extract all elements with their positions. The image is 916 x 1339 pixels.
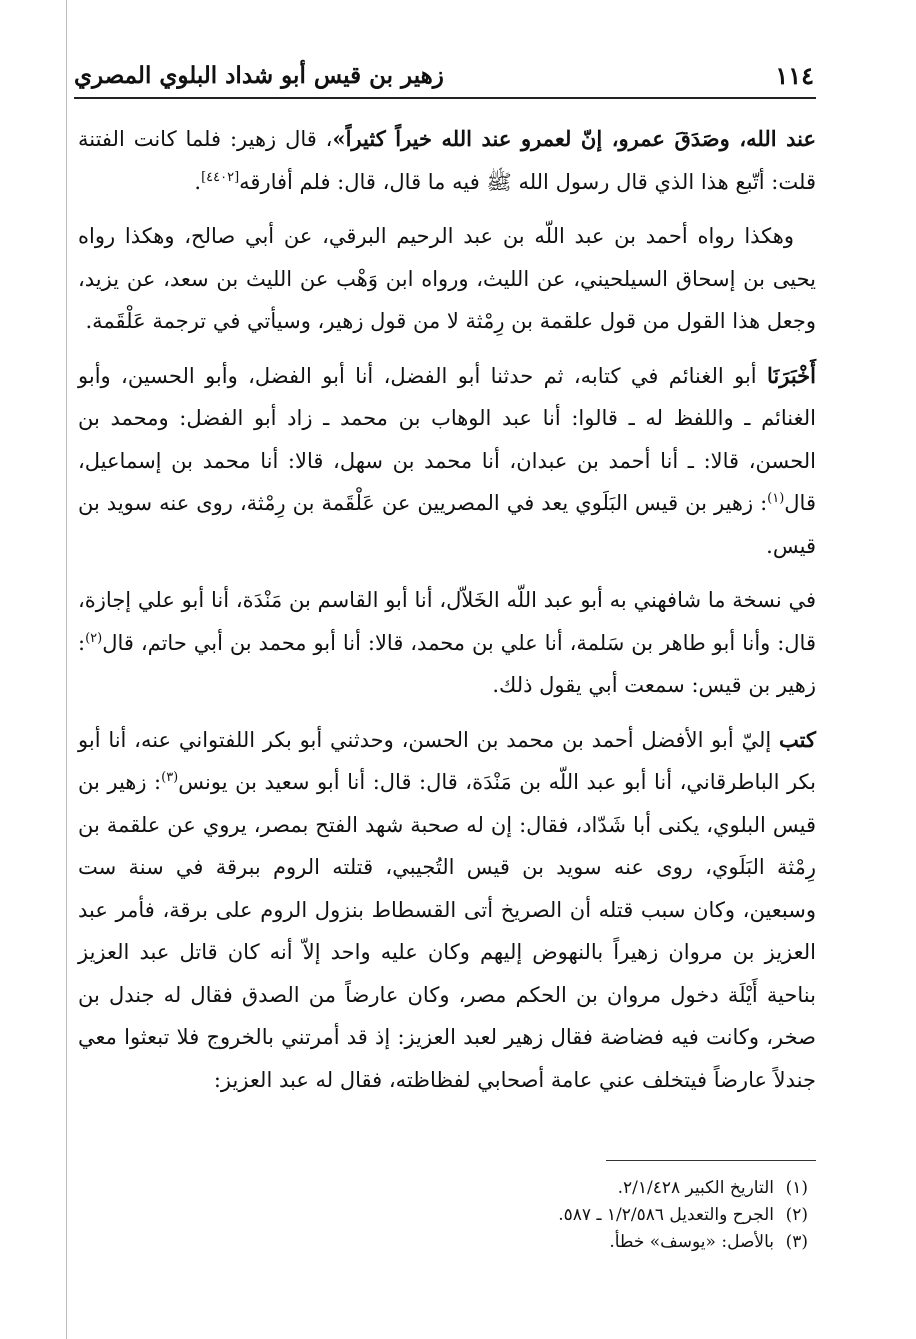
footnote-1 xyxy=(78,1175,814,1202)
main-text xyxy=(78,118,816,1113)
paragraph-lead: عند الله، وصَدَقَ عمرو، إنّ لعمرو عند الله خيراً كثيراً» xyxy=(332,126,816,151)
footnote-number: (٢) xyxy=(785,1205,808,1225)
paragraph-3 xyxy=(78,355,816,568)
footnote-text: التاريخ الكبير ٢/١/٤٢٨. xyxy=(617,1178,774,1198)
footnote-text: بالأصل: «يوسف» خطأ. xyxy=(609,1232,774,1252)
paragraph-text: إليّ أبو الأفضل أحمد بن محمد بن الحسن، وحدثني أبو بكر اللفتواني عنه، أنا أبو بكر الباطرقاني، أنا أبو عبد اللّه بن مَنْدَة، قال: قال: أنا أبو سعيد بن يونس xyxy=(78,727,816,794)
paragraph-text: وهكذا رواه أحمد بن عبد اللّه بن عبد الرحيم البرقي، عن أبي صالح، وهكذا رواه يحيى بن إسحاق السيلحيني، عن الليث، ورواه ابن وَهْب عن الليث بن سعد، عن يزيد، وجعل هذا القول من قول علقمة بن رِمْثة لا من قول زهير، وسيأتي في ترجمة عَلْقَمة. xyxy=(78,224,816,333)
footnote-ref: (٣) xyxy=(161,770,179,785)
footnote-ref: (١) xyxy=(767,491,785,506)
footnote-divider xyxy=(606,1160,816,1161)
paragraph-lead: كتب xyxy=(779,726,816,752)
paragraph-text: ، قال زهير: فلما كانت الفتنة قلت: أتّبع هذا الذي قال رسول الله ﷺ فيه ما قال، قال: فلم أفارقه xyxy=(78,127,816,194)
page-number: ١١٤ xyxy=(775,60,814,90)
footnote-3 xyxy=(78,1229,814,1256)
running-title: زهير بن قيس أبو شداد البلوي المصري xyxy=(74,61,444,89)
header-divider xyxy=(74,97,816,99)
footnote-number: (٣) xyxy=(785,1232,808,1252)
paragraph-tail: : زهير بن قيس البَلَوي يعد في المصريين عن عَلْقَمة بن رِمْثة، روى عنه سويد بن قيس. xyxy=(78,491,816,558)
footnote-number: (١) xyxy=(785,1178,808,1198)
paragraph-1 xyxy=(78,118,816,203)
paragraph-text: أبو الغنائم في كتابه، ثم حدثنا أبو الفضل، أنا أبو الفضل، وأبو الحسين، وأبو الغنائم ـ واللفظ له ـ قالوا: أنا عبد الوهاب بن محمد ـ زاد أبو الفضل: ومحمد بن الحسن، قالا: ـ أنا أحمد بن عبدان، أنا محمد بن سهل، قالا: أنا محمد بن إسماعيل، قال xyxy=(78,363,816,515)
paragraph-4 xyxy=(78,579,816,707)
footnote-text: الجرح والتعديل ١/٢/٥٨٦ ـ ٥٨٧. xyxy=(558,1205,774,1225)
paragraph-5 xyxy=(78,719,816,1102)
binding-edge-line xyxy=(66,0,67,1339)
page-header xyxy=(74,58,814,92)
paragraph-tail: : زهير بن قيس البلوي، يكنى أبا شَدّاد، فقال: إن له صحبة شهد الفتح بمصر، يروي عن علقمة بن رِمْثة البَلَوي، روى عنه سويد بن قيس التُجيبي، قتلته الروم ببرقة في سنة ست وسبعين، وكان سبب قتله أن الصريخ أتى القسطاط بنزول الروم على برقة، فأمر عبد العزيز بن مروان زهيراً بالنهوض إليهم وكان عليه واحد إلاّ أنه كان قاتل عبد العزيز بناحية أَيْلَة دخول مروان بن الحكم مصر، وكان عارضاً من الصدق فقال له جندل بن صخر، وكانت فيه فضاضة فقال زهير لعبد العزيز: إذ قد أمرتني بالخروج فلا تبعثوا معي جندلاً عارضاً فيتخلف عني عامة أصحابي لفظاظته، فقال له عبد العزيز: xyxy=(78,770,816,1092)
hadith-number: [٤٤٠٢] xyxy=(201,169,240,185)
footnote-2 xyxy=(78,1202,814,1229)
paragraph-tail: . xyxy=(194,169,202,194)
paragraph-lead: أَخْبَرَنَا xyxy=(767,362,816,388)
footnote-ref: (٢) xyxy=(85,630,103,646)
paragraph-tail: : زهير بن قيس: سمعت أبي يقول ذلك. xyxy=(78,630,816,697)
paragraph-2 xyxy=(78,215,816,343)
paragraph-text: في نسخة ما شافهني به أبو عبد اللّه الخَلاّل، أنا أبو القاسم بن مَنْدَة، أنا أبو علي إجازة، قال: وأنا أبو طاهر بن سَلمة، أنا علي بن محمد، قالا: أنا أبو محمد بن أبي حاتم، قال xyxy=(78,588,816,655)
footnotes xyxy=(78,1175,814,1256)
